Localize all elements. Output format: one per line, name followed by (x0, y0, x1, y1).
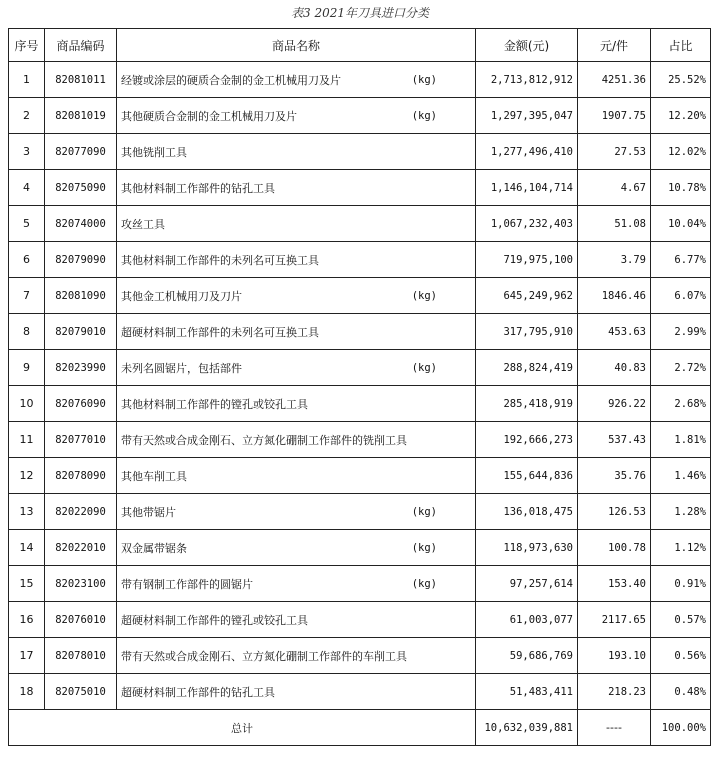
row-name (117, 62, 476, 98)
row-name (117, 386, 476, 422)
row-name-text: 其他车削工具 (121, 469, 187, 483)
row-amount: 285,418,919 (476, 386, 578, 422)
row-unit: (kg) (411, 109, 437, 122)
total-row (9, 710, 711, 746)
header-row (9, 29, 711, 62)
row-share: 1.28% (651, 494, 711, 530)
row-name (117, 314, 476, 350)
row-index: 12 (9, 458, 45, 494)
row-index: 8 (9, 314, 45, 350)
row-name (117, 350, 476, 386)
row-name-text: 其他材料制工作部件的镗孔或铰孔工具 (121, 397, 308, 411)
row-name (117, 170, 476, 206)
row-unit-price: 453.63 (578, 314, 651, 350)
row-amount: 118,973,630 (476, 530, 578, 566)
total-share: 100.00% (651, 710, 711, 746)
row-code: 82075090 (45, 170, 117, 206)
row-unit: (kg) (411, 505, 437, 518)
row-name-text: 攻丝工具 (121, 217, 165, 231)
row-code: 82079010 (45, 314, 117, 350)
row-amount: 51,483,411 (476, 674, 578, 710)
total-amount: 10,632,039,881 (476, 710, 578, 746)
row-index: 15 (9, 566, 45, 602)
table-row (9, 206, 711, 242)
row-amount: 61,003,077 (476, 602, 578, 638)
row-share: 12.02% (651, 134, 711, 170)
table-row (9, 170, 711, 206)
row-name (117, 638, 476, 674)
table-row (9, 422, 711, 458)
table-row (9, 314, 711, 350)
row-amount: 136,018,475 (476, 494, 578, 530)
row-amount: 97,257,614 (476, 566, 578, 602)
row-code: 82081019 (45, 98, 117, 134)
row-index: 13 (9, 494, 45, 530)
row-amount: 1,067,232,403 (476, 206, 578, 242)
row-unit: (kg) (411, 577, 437, 590)
row-unit-price: 3.79 (578, 242, 651, 278)
row-share: 10.78% (651, 170, 711, 206)
row-amount: 1,146,104,714 (476, 170, 578, 206)
row-code: 82022090 (45, 494, 117, 530)
row-name (117, 134, 476, 170)
table-row (9, 458, 711, 494)
row-code: 82079090 (45, 242, 117, 278)
row-name-text: 其他带锯片 (121, 505, 176, 519)
row-name (117, 530, 476, 566)
row-share: 1.12% (651, 530, 711, 566)
header-amount: 金额(元) (476, 29, 578, 62)
row-index: 1 (9, 62, 45, 98)
row-share: 6.77% (651, 242, 711, 278)
table-row (9, 278, 711, 314)
row-code: 82077090 (45, 134, 117, 170)
row-index: 9 (9, 350, 45, 386)
table-row (9, 638, 711, 674)
row-index: 17 (9, 638, 45, 674)
row-amount: 317,795,910 (476, 314, 578, 350)
row-name (117, 98, 476, 134)
total-label: 总计 (9, 710, 476, 746)
row-name-text: 带有天然或合成金刚石、立方氮化硼制工作部件的车削工具 (121, 649, 407, 663)
table-row (9, 566, 711, 602)
row-name (117, 458, 476, 494)
row-code: 82023100 (45, 566, 117, 602)
row-unit-price: 27.53 (578, 134, 651, 170)
row-code: 82022010 (45, 530, 117, 566)
row-unit-price: 926.22 (578, 386, 651, 422)
row-unit: (kg) (411, 361, 437, 374)
header-unit-price: 元/件 (578, 29, 651, 62)
row-index: 11 (9, 422, 45, 458)
row-amount: 645,249,962 (476, 278, 578, 314)
row-share: 0.91% (651, 566, 711, 602)
row-share: 2.72% (651, 350, 711, 386)
row-code: 82081011 (45, 62, 117, 98)
table-row (9, 674, 711, 710)
row-share: 2.68% (651, 386, 711, 422)
header-name: 商品名称 (117, 29, 476, 62)
row-share: 2.99% (651, 314, 711, 350)
row-index: 7 (9, 278, 45, 314)
row-name (117, 674, 476, 710)
row-unit-price: 2117.65 (578, 602, 651, 638)
table-row (9, 98, 711, 134)
row-index: 6 (9, 242, 45, 278)
row-code: 82078090 (45, 458, 117, 494)
row-name (117, 494, 476, 530)
row-code: 82081090 (45, 278, 117, 314)
row-name-text: 其他材料制工作部件的钻孔工具 (121, 181, 275, 195)
row-share: 6.07% (651, 278, 711, 314)
total-unit-price: ---- (578, 710, 651, 746)
row-name-text: 带有钢制工作部件的圆锯片 (121, 577, 253, 591)
row-name-text: 经镀或涂层的硬质合金制的金工机械用刀及片 (121, 73, 341, 87)
row-name (117, 422, 476, 458)
header-share: 占比 (651, 29, 711, 62)
row-unit-price: 1846.46 (578, 278, 651, 314)
row-name (117, 278, 476, 314)
table-row (9, 62, 711, 98)
row-share: 0.48% (651, 674, 711, 710)
row-index: 4 (9, 170, 45, 206)
row-name (117, 206, 476, 242)
table-row (9, 494, 711, 530)
row-index: 14 (9, 530, 45, 566)
row-share: 25.52% (651, 62, 711, 98)
row-unit: (kg) (411, 541, 437, 554)
row-unit-price: 126.53 (578, 494, 651, 530)
table-caption: 表3 2021年刀具进口分类 (291, 6, 429, 20)
row-name-text: 超硬材料制工作部件的钻孔工具 (121, 685, 275, 699)
header-code: 商品编码 (45, 29, 117, 62)
row-share: 10.04% (651, 206, 711, 242)
row-amount: 719,975,100 (476, 242, 578, 278)
row-share: 12.20% (651, 98, 711, 134)
row-name-text: 超硬材料制工作部件的未列名可互换工具 (121, 325, 319, 339)
row-name-text: 未列名圆锯片，包括部件 (121, 361, 242, 375)
row-unit-price: 51.08 (578, 206, 651, 242)
row-name-text: 其他铣削工具 (121, 145, 187, 159)
row-unit: (kg) (411, 73, 437, 86)
row-name-text: 其他硬质合金制的金工机械用刀及片 (121, 109, 297, 123)
row-code: 82076090 (45, 386, 117, 422)
header-idx: 序号 (9, 29, 45, 62)
row-index: 5 (9, 206, 45, 242)
table-row (9, 386, 711, 422)
row-amount: 155,644,836 (476, 458, 578, 494)
row-index: 10 (9, 386, 45, 422)
row-amount: 288,824,419 (476, 350, 578, 386)
row-code: 82078010 (45, 638, 117, 674)
row-unit-price: 153.40 (578, 566, 651, 602)
row-name-text: 超硬材料制工作部件的镗孔或铰孔工具 (121, 613, 308, 627)
row-share: 1.81% (651, 422, 711, 458)
row-unit-price: 4251.36 (578, 62, 651, 98)
row-index: 18 (9, 674, 45, 710)
row-code: 82074000 (45, 206, 117, 242)
row-unit-price: 218.23 (578, 674, 651, 710)
import-table (8, 28, 711, 746)
row-amount: 2,713,812,912 (476, 62, 578, 98)
row-name-text: 其他金工机械用刀及刀片 (121, 289, 242, 303)
row-name (117, 602, 476, 638)
table-row (9, 242, 711, 278)
row-code: 82023990 (45, 350, 117, 386)
row-amount: 1,277,496,410 (476, 134, 578, 170)
row-name (117, 566, 476, 602)
table-row (9, 530, 711, 566)
row-unit-price: 40.83 (578, 350, 651, 386)
row-amount: 59,686,769 (476, 638, 578, 674)
row-unit-price: 537.43 (578, 422, 651, 458)
row-code: 82075010 (45, 674, 117, 710)
table-row (9, 350, 711, 386)
row-unit-price: 35.76 (578, 458, 651, 494)
row-unit-price: 100.78 (578, 530, 651, 566)
row-unit: (kg) (411, 289, 437, 302)
row-unit-price: 193.10 (578, 638, 651, 674)
row-index: 2 (9, 98, 45, 134)
row-name-text: 其他材料制工作部件的未列名可互换工具 (121, 253, 319, 267)
row-code: 82076010 (45, 602, 117, 638)
row-share: 1.46% (651, 458, 711, 494)
row-index: 3 (9, 134, 45, 170)
row-name-text: 带有天然或合成金刚石、立方氮化硼制工作部件的铣削工具 (121, 433, 407, 447)
row-share: 0.57% (651, 602, 711, 638)
row-unit-price: 1907.75 (578, 98, 651, 134)
row-code: 82077010 (45, 422, 117, 458)
table-row (9, 602, 711, 638)
row-share: 0.56% (651, 638, 711, 674)
table-row (9, 134, 711, 170)
row-name (117, 242, 476, 278)
row-unit-price: 4.67 (578, 170, 651, 206)
row-index: 16 (9, 602, 45, 638)
row-name-text: 双金属带锯条 (121, 541, 187, 555)
row-amount: 1,297,395,047 (476, 98, 578, 134)
row-amount: 192,666,273 (476, 422, 578, 458)
